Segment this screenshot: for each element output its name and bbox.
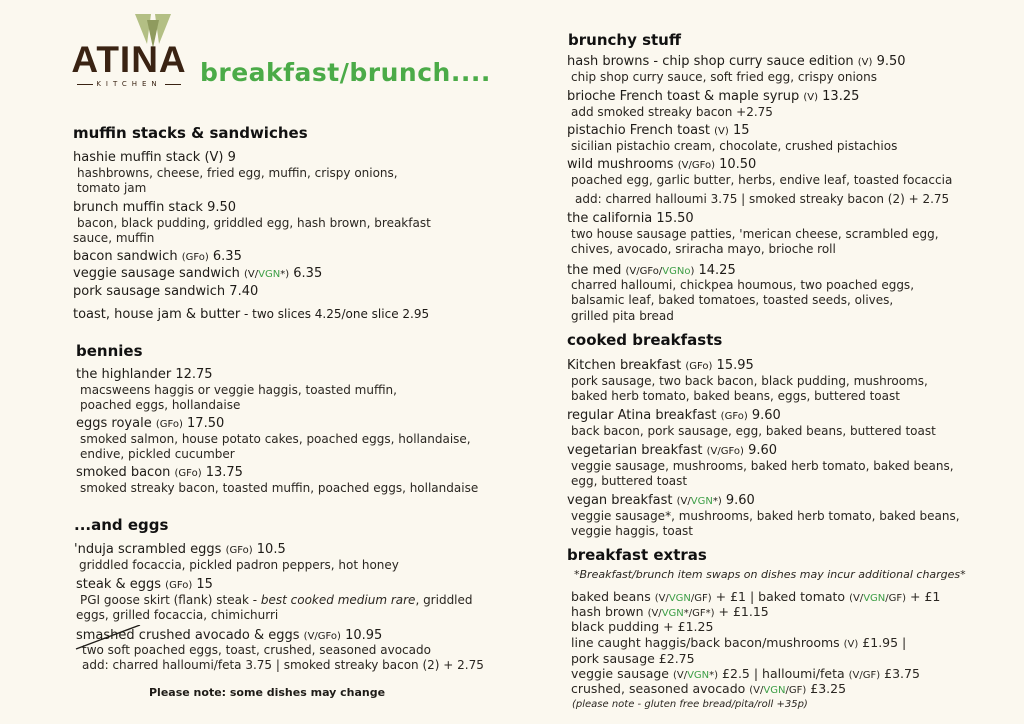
- extras-line: veggie sausage (V/VGN*) £2.5 | halloumi/feta (V/GF) £3.75: [571, 666, 920, 681]
- item-desc: back bacon, pork sausage, egg, baked beans, buttered toast: [571, 424, 936, 438]
- item-desc: two soft poached eggs, toast, crushed, seasoned avocado: [82, 643, 431, 657]
- item-desc: grilled pita bread: [571, 309, 674, 323]
- menu-item-hashie: hashie muffin stack (V) 9: [73, 150, 236, 165]
- item-desc: add smoked streaky bacon +2.75: [571, 105, 773, 119]
- item-desc: veggie sausage, mushrooms, baked herb tomato, baked beans,: [571, 459, 954, 473]
- item-desc: veggie sausage*, mushrooms, baked herb tomato, baked beans,: [571, 509, 960, 523]
- item-addon: add: charred halloumi 3.75 | smoked streaky bacon (2) + 2.75: [575, 192, 950, 206]
- item-desc: poached eggs, hollandaise: [80, 398, 241, 412]
- item-desc: poached egg, garlic butter, herbs, endive leaf, toasted focaccia: [571, 173, 953, 187]
- section-heading-muffin: muffin stacks & sandwiches: [73, 124, 308, 142]
- item-desc: endive, pickled cucumber: [80, 447, 235, 461]
- item-desc: PGI goose skirt (flank) steak - best cooked medium rare, griddled: [80, 593, 473, 607]
- section-heading-brunchy: brunchy stuff: [568, 31, 681, 49]
- menu-item-pork-sausage-sandwich: pork sausage sandwich 7.40: [73, 284, 259, 299]
- gluten-free-note: (please note - gluten free bread/pita/roll +35p): [572, 699, 808, 710]
- atina-kitchen-logo: [70, 14, 188, 92]
- menu-item-eggs-royale: eggs royale (GFo) 17.50: [76, 416, 225, 431]
- menu-item-veggie-sausage-sandwich: veggie sausage sandwich (V/VGN*) 6.35: [73, 266, 323, 281]
- item-desc: griddled focaccia, pickled padron peppers, hot honey: [79, 558, 399, 572]
- menu-item-kitchen-breakfast: Kitchen breakfast (GFo) 15.95: [567, 358, 754, 373]
- item-desc: charred halloumi, chickpea houmous, two poached eggs,: [571, 278, 915, 292]
- item-desc: chives, avocado, sriracha mayo, brioche roll: [571, 242, 836, 256]
- item-desc: chip shop curry sauce, soft fried egg, crispy onions: [571, 70, 878, 84]
- menu-item-vegan-breakfast: vegan breakfast (V/VGN*) 9.60: [567, 493, 755, 508]
- item-desc: macsweens haggis or veggie haggis, toasted muffin,: [80, 383, 397, 397]
- item-desc: eggs, grilled focaccia, chimichurri: [76, 608, 279, 622]
- logo-subtitle: KITCHEN: [70, 80, 188, 88]
- item-desc: balsamic leaf, baked tomatoes, toasted seeds, olives,: [571, 293, 894, 307]
- item-desc: two house sausage patties, 'merican cheese, scrambled egg,: [571, 227, 939, 241]
- item-desc: bacon, black pudding, griddled egg, hash brown, breakfast: [77, 216, 431, 230]
- menu-item-nduja: 'nduja scrambled eggs (GFo) 10.5: [74, 542, 286, 557]
- menu-item-toast: toast, house jam & butter - two slices 4.25/one slice 2.95: [73, 307, 430, 322]
- item-desc: pork sausage, two back bacon, black pudding, mushrooms,: [571, 374, 928, 388]
- menu-item-bacon-sandwich: bacon sandwich (GFo) 6.35: [73, 249, 242, 264]
- extras-line: line caught haggis/back bacon/mushrooms (V) £1.95 |: [571, 635, 907, 650]
- menu-item-vegetarian-breakfast: vegetarian breakfast (V/GFo) 9.60: [567, 443, 778, 458]
- item-desc: add: charred halloumi/feta 3.75 | smoked streaky bacon (2) + 2.75: [82, 658, 484, 672]
- extras-line: crushed, seasoned avocado (V/VGN/GF) £3.25: [571, 681, 847, 696]
- item-desc: veggie haggis, toast: [571, 524, 694, 538]
- swap-note: *Breakfast/brunch item swaps on dishes may incur additional charges*: [574, 568, 966, 581]
- menu-item-brunch-muffin: brunch muffin stack 9.50: [73, 200, 237, 215]
- item-desc: smoked streaky bacon, toasted muffin, poached eggs, hollandaise: [80, 481, 479, 495]
- menu-item-crushed-avocado: smashed crushed avocado & eggs (V/GFo) 10.95: [76, 628, 382, 644]
- extras-line: hash brown (V/VGN*/GF*) + £1.15: [571, 604, 769, 619]
- menu-item-brioche: brioche French toast & maple syrup (V) 13.25: [567, 89, 860, 104]
- section-heading-bennies: bennies: [76, 342, 143, 360]
- extras-line: pork sausage £2.75: [571, 651, 695, 666]
- menu-item-steak-eggs: steak & eggs (GFo) 15: [76, 577, 213, 592]
- section-heading-extras: breakfast extras: [567, 546, 707, 564]
- item-desc: egg, buttered toast: [571, 474, 688, 488]
- item-desc: tomato jam: [77, 181, 147, 195]
- extras-line: baked beans (V/VGN/GF) + £1 | baked tomato (V/VGN/GF) + £1: [571, 589, 941, 604]
- item-desc: baked herb tomato, baked beans, eggs, buttered toast: [571, 389, 900, 403]
- menu-item-wild-mushrooms: wild mushrooms (V/GFo) 10.50: [567, 157, 757, 172]
- note-dishes-may-change: Please note: some dishes may change: [149, 686, 386, 699]
- section-heading-eggs: ...and eggs: [74, 516, 169, 534]
- struck-word: smashed: [76, 628, 135, 643]
- menu-item-california: the california 15.50: [567, 211, 694, 226]
- item-desc: smoked salmon, house potato cakes, poached eggs, hollandaise,: [80, 432, 471, 446]
- menu-item-the-med: the med (V/GFo/VGNo) 14.25: [567, 263, 736, 278]
- menu-item-smoked-bacon: smoked bacon (GFo) 13.75: [76, 465, 243, 480]
- item-desc: hashbrowns, cheese, fried egg, muffin, crispy onions,: [77, 166, 398, 180]
- item-desc: sicilian pistachio cream, chocolate, crushed pistachios: [571, 139, 898, 153]
- menu-item-pistachio: pistachio French toast (V) 15: [567, 123, 750, 138]
- menu-item-regular-breakfast: regular Atina breakfast (GFo) 9.60: [567, 408, 781, 423]
- item-desc: sauce, muffin: [73, 231, 155, 245]
- logo-wordmark: ATINA: [71, 39, 187, 80]
- extras-line: black pudding + £1.25: [571, 619, 714, 634]
- menu-item-hash-browns: hash browns - chip shop curry sauce edition (V) 9.50: [567, 54, 906, 69]
- page-title: breakfast/brunch....: [200, 58, 491, 87]
- menu-item-highlander: the highlander 12.75: [76, 367, 213, 382]
- section-heading-cooked: cooked breakfasts: [567, 331, 723, 349]
